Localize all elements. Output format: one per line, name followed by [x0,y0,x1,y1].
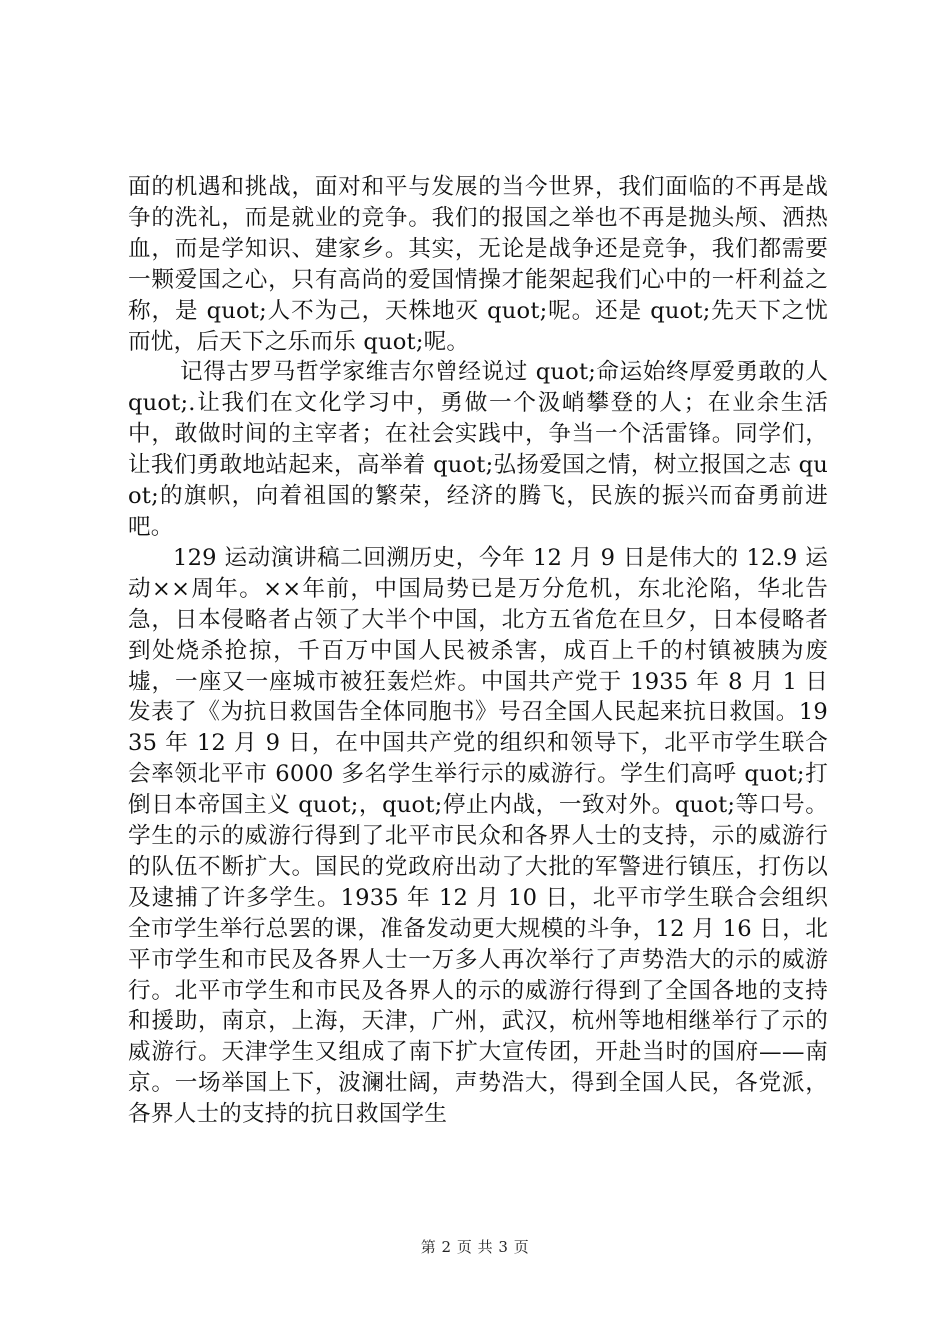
page-number-footer: 第 2 页 共 3 页 [420,1238,530,1256]
paragraph-continuation: 面的机遇和挑战，面对和平与发展的当今世界，我们面临的不再是战争的洗礼，而是就业的竞争。我们的报国之举也不再是抛头颅、洒热血，而是学知识、建家乡。其实，无论是战争还是竞争，我们都需要一颗爱国之心，只有高尚的爱国情操才能架起我们心中的一杆利益之称，是 quot;人不为己，天株地灭 quot;呢。还是 quot;先天下之忧而忧，后天下之乐而乐 quot;呢。 [128,174,828,355]
paragraph-virgil-quote: 记得古罗马哲学家维吉尔曾经说过 quot;命运始终厚爱勇敢的人 quot;.让我们在文化学习中，勇做一个汲峭攀登的人；在业余生活中，敢做时间的主宰者；在社会实践中，争当一个活雷锋。同学们，让我们勇敢地站起来，高举着 quot;弘扬爱国之情，树立报国之志 quot;的旗帜，向着祖国的繁荣，经济的腾飞，民族的振兴而奋勇前进吧。 [128,359,828,540]
paragraph-129-movement: 129 运动演讲稿二回溯历史，今年 12 月 9 日是伟大的 12.9 运动××周年。××年前，中国局势已是万分危机，东北沦陷，华北告急，日本侵略者占领了大半个中国，北方五省危在旦夕，日本侵略者到处烧杀抢掠，千百万中国人民被杀害，成百上千的村镇被胰为废墟，一座又一座城市被狂轰烂炸。中国共产党于 1935 年 8 月 1 日发表了《为抗日救国告全体同胞书》号召全国人民起来抗日救国。1935 年 12 月 9 日，在中国共产党的组织和领导下，北平市学生联合会率领北平市 6000 多名学生举行示的威游行。学生们高呼 quot;打倒日本帝国主义 quot;，quot;停止内战，一致对外。quot;等口号。学生的示的威游行得到了北平市民众和各界人士的支持，示的威游行的队伍不断扩大。国民的党政府出动了大批的军警进行镇压，打伤以及逮捕了许多学生。1935 年 12 月 10 日，北平市学生联合会组织全市学生举行总罢的课，准备发动更大规模的斗争，12 月 16 日，北平市学生和市民及各界人士一万多人再次举行了声势浩大的示的威游行。北平市学生和市民及各界人的示的威游行得到了全国各地的支持和援助，南京，上海，天津，广州，武汉，杭州等地相继举行了示的威游行。天津学生又组成了南下扩大宣传团，开赴当时的国府——南京。一场举国上下，波澜壮阔，声势浩大，得到全国人民，各党派，各界人士的支持的抗日救国学生 [128,544,828,1128]
document-body [128,172,828,1130]
